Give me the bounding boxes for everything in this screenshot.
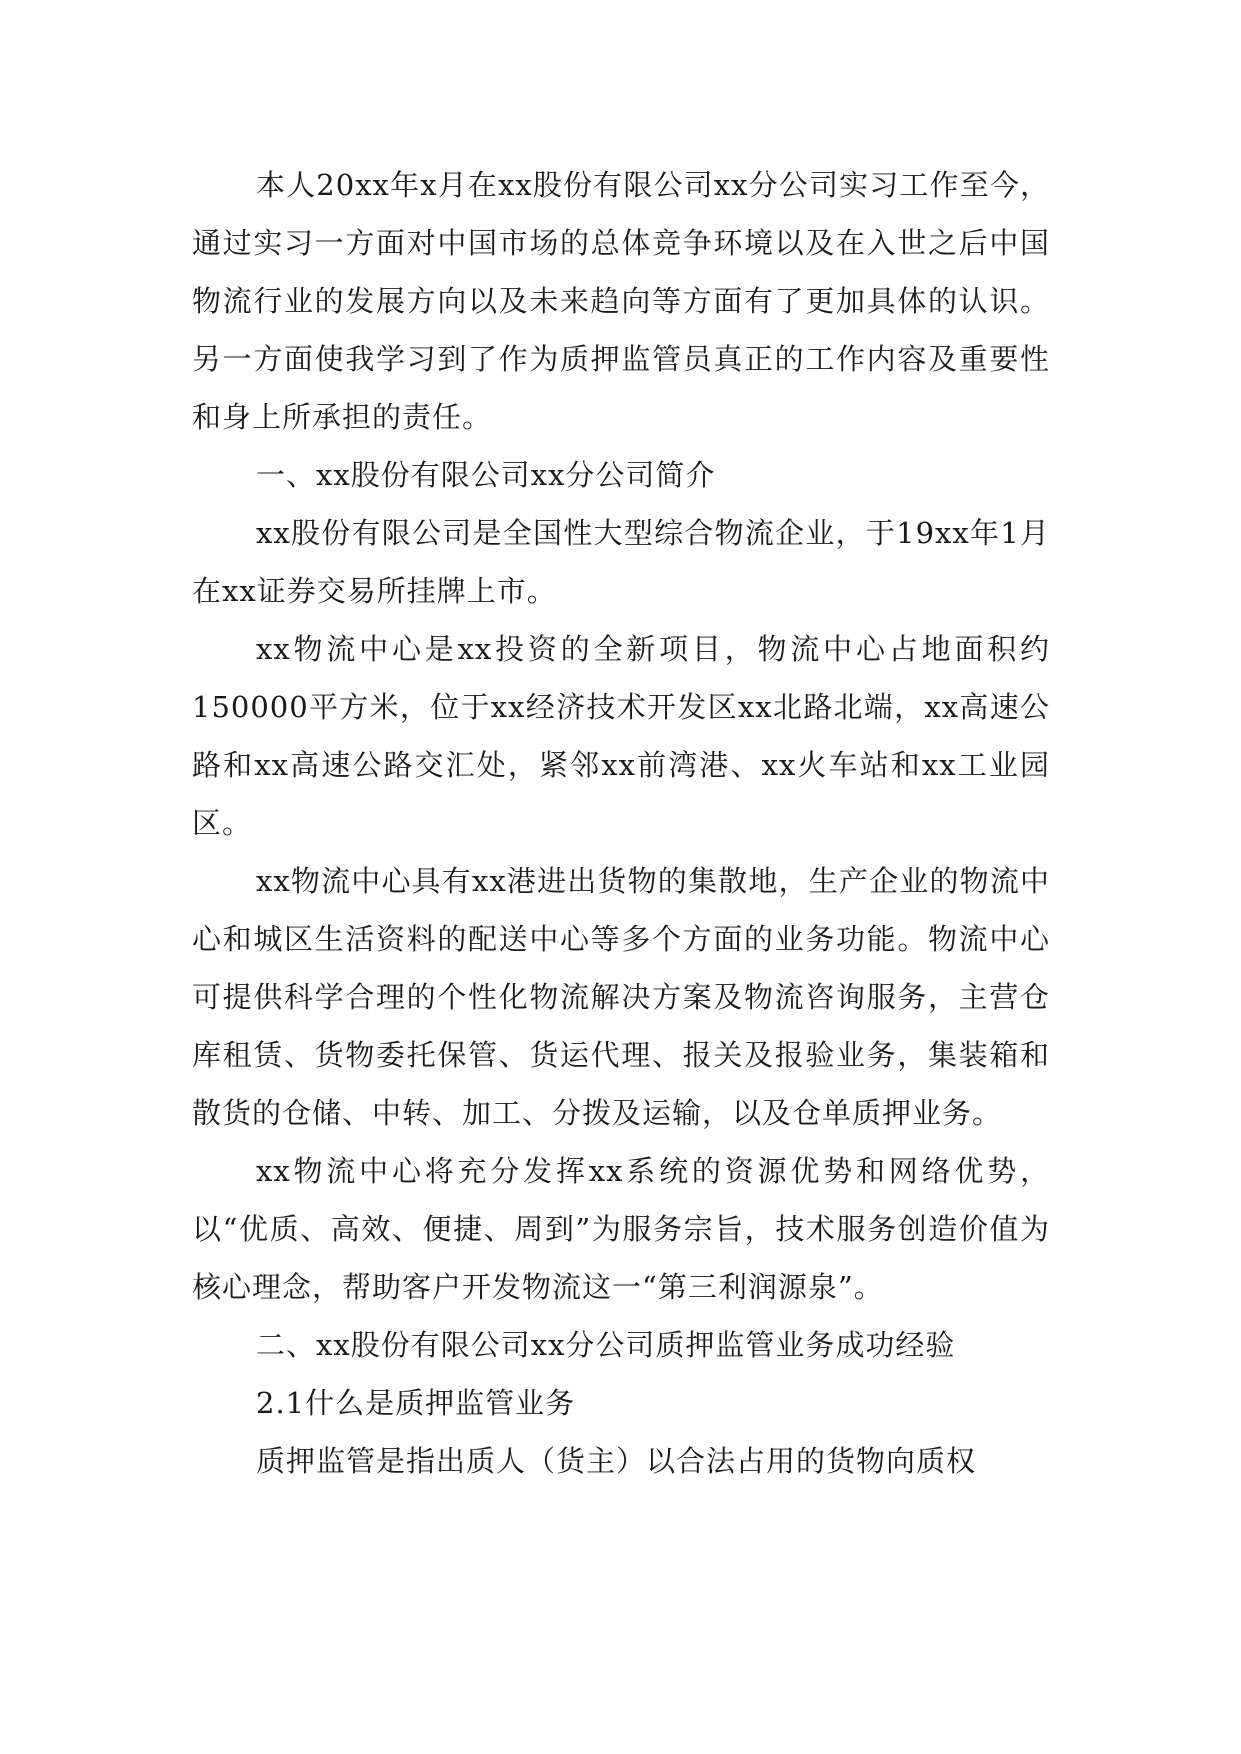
company-overview-paragraph: xx股份有限公司是全国性大型综合物流企业，于19xx年1月在xx证券交易所挂牌上市。	[192, 516, 1050, 608]
intro-paragraph: 本人20xx年x月在xx股份有限公司xx分公司实习工作至今，通过实习一方面对中国市场的总体竞争环境以及在入世之后中国物流行业的发展方向以及未来趋向等方面有了更加具体的认识。另一方面使我学习到了作为质押监管员真正的工作内容及重要性和身上所承担的责任。	[192, 168, 1050, 434]
section-heading-company-intro: 一、xx股份有限公司xx分公司简介	[256, 458, 716, 492]
logistics-center-location-paragraph: xx物流中心是xx投资的全新项目，物流中心占地面积约150000平方米，位于xx经济技术开发区xx北路北端，xx高速公路和xx高速公路交汇处，紧邻xx前湾港、xx火车站和xx工业园区。	[192, 632, 1050, 840]
logistics-center-services-paragraph: xx物流中心具有xx港进出货物的集散地，生产企业的物流中心和城区生活资料的配送中心等多个方面的业务功能。物流中心可提供科学合理的个性化物流解决方案及物流咨询服务，主营仓库租赁、货物委托保管、货运代理、报关及报验业务，集装箱和散货的仓储、中转、加工、分拨及运输，以及仓单质押业务。	[192, 864, 1050, 1130]
subsection-heading-what-is-pledge: 2.1什么是质押监管业务	[256, 1386, 576, 1420]
pledge-definition-paragraph: 质押监管是指出质人（货主）以合法占用的货物向质权	[256, 1444, 977, 1478]
section-heading-success-experience: 二、xx股份有限公司xx分公司质押监管业务成功经验	[256, 1328, 956, 1362]
document-body	[192, 156, 1050, 1490]
logistics-center-mission-paragraph: xx物流中心将充分发挥xx系统的资源优势和网络优势，以“优质、高效、便捷、周到”为服务宗旨，技术服务创造价值为核心理念，帮助客户开发物流这一“第三利润源泉”。	[192, 1154, 1050, 1304]
